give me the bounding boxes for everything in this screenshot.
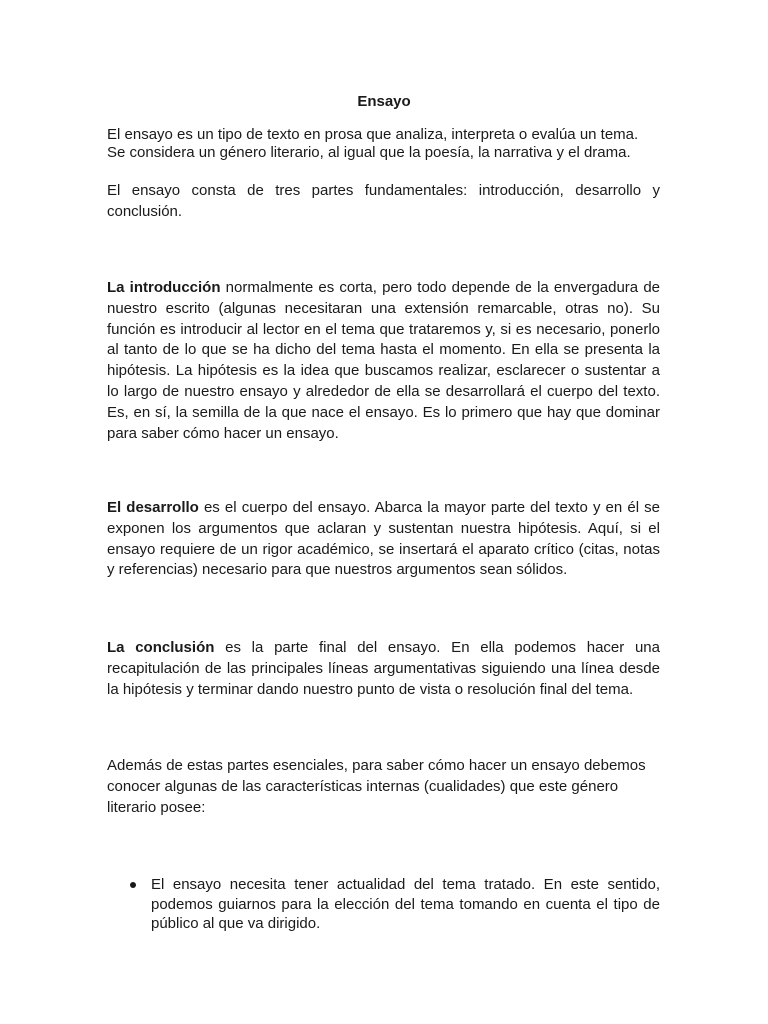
intro-paragraph-parts: El ensayo consta de tres partes fundamentales: introducción, desarrollo y conclusión. (107, 182, 660, 220)
section-introduccion (107, 278, 660, 444)
section-introduccion-text: normalmente es corta, pero todo depende de la envergadura de nuestro escrito (algunas necesitaran una extensión remarcable, otras no). Su función es introducir al lector en el tema que trataremos y, si es necesario, ponerlo al tanto de lo que se ha dicho del tema hasta el momento. En ella se presenta la hipótesis. La hipótesis es la idea que buscamos realizar, esclarecer o sustentar a lo largo de nuestro ensayo y alrededor de ella se desarrollará el cuerpo del texto. Es, en sí, la semilla de la que nace el ensayo. Es lo primero que hay que dominar para saber cómo hacer un ensayo. (107, 279, 660, 442)
section-conclusion-heading: La conclusión (107, 639, 215, 656)
section-desarrollo-text: es el cuerpo del ensayo. Abarca la mayor parte del texto y en él se exponen los argumentos que aclaran y sustentan nuestra hipótesis. Aquí, si el ensayo requiere de un rigor académico, se insertará el aparato crítico (citas, notas y referencias) necesario para que nuestros argumentos sean sólidos. (107, 499, 660, 579)
section-introduccion-heading: La introducción (107, 279, 221, 296)
paragraph-caracteristicas: Además de estas partes esenciales, para saber cómo hacer un ensayo debemos conocer algunas de las características internas (cualidades) que este género literario posee: (107, 757, 646, 816)
list-item (107, 875, 660, 934)
intro-paragraph-definition: El ensayo es un tipo de texto en prosa que analiza, interpreta o evalúa un tema. Se considera un género literario, al igual que la poesía, la narrativa y el drama. (107, 126, 639, 161)
section-conclusion-text: es la parte final del ensayo. En ella podemos hacer una recapitulación de las principales líneas argumentativas siguiendo una línea desde la hipótesis y terminar dando nuestro punto de vista o resolución final del tema. (107, 639, 660, 698)
bullet-icon (130, 882, 136, 888)
section-desarrollo (107, 498, 660, 581)
bullet-list (107, 875, 660, 934)
section-desarrollo-heading: El desarrollo (107, 499, 199, 516)
document-title: Ensayo (357, 93, 411, 110)
list-item-text: El ensayo necesita tener actualidad del tema tratado. En este sentido, podemos guiarnos para la elección del tema tomando en cuenta el tipo de público al que va dirigido. (151, 876, 660, 932)
section-conclusion (107, 638, 660, 700)
